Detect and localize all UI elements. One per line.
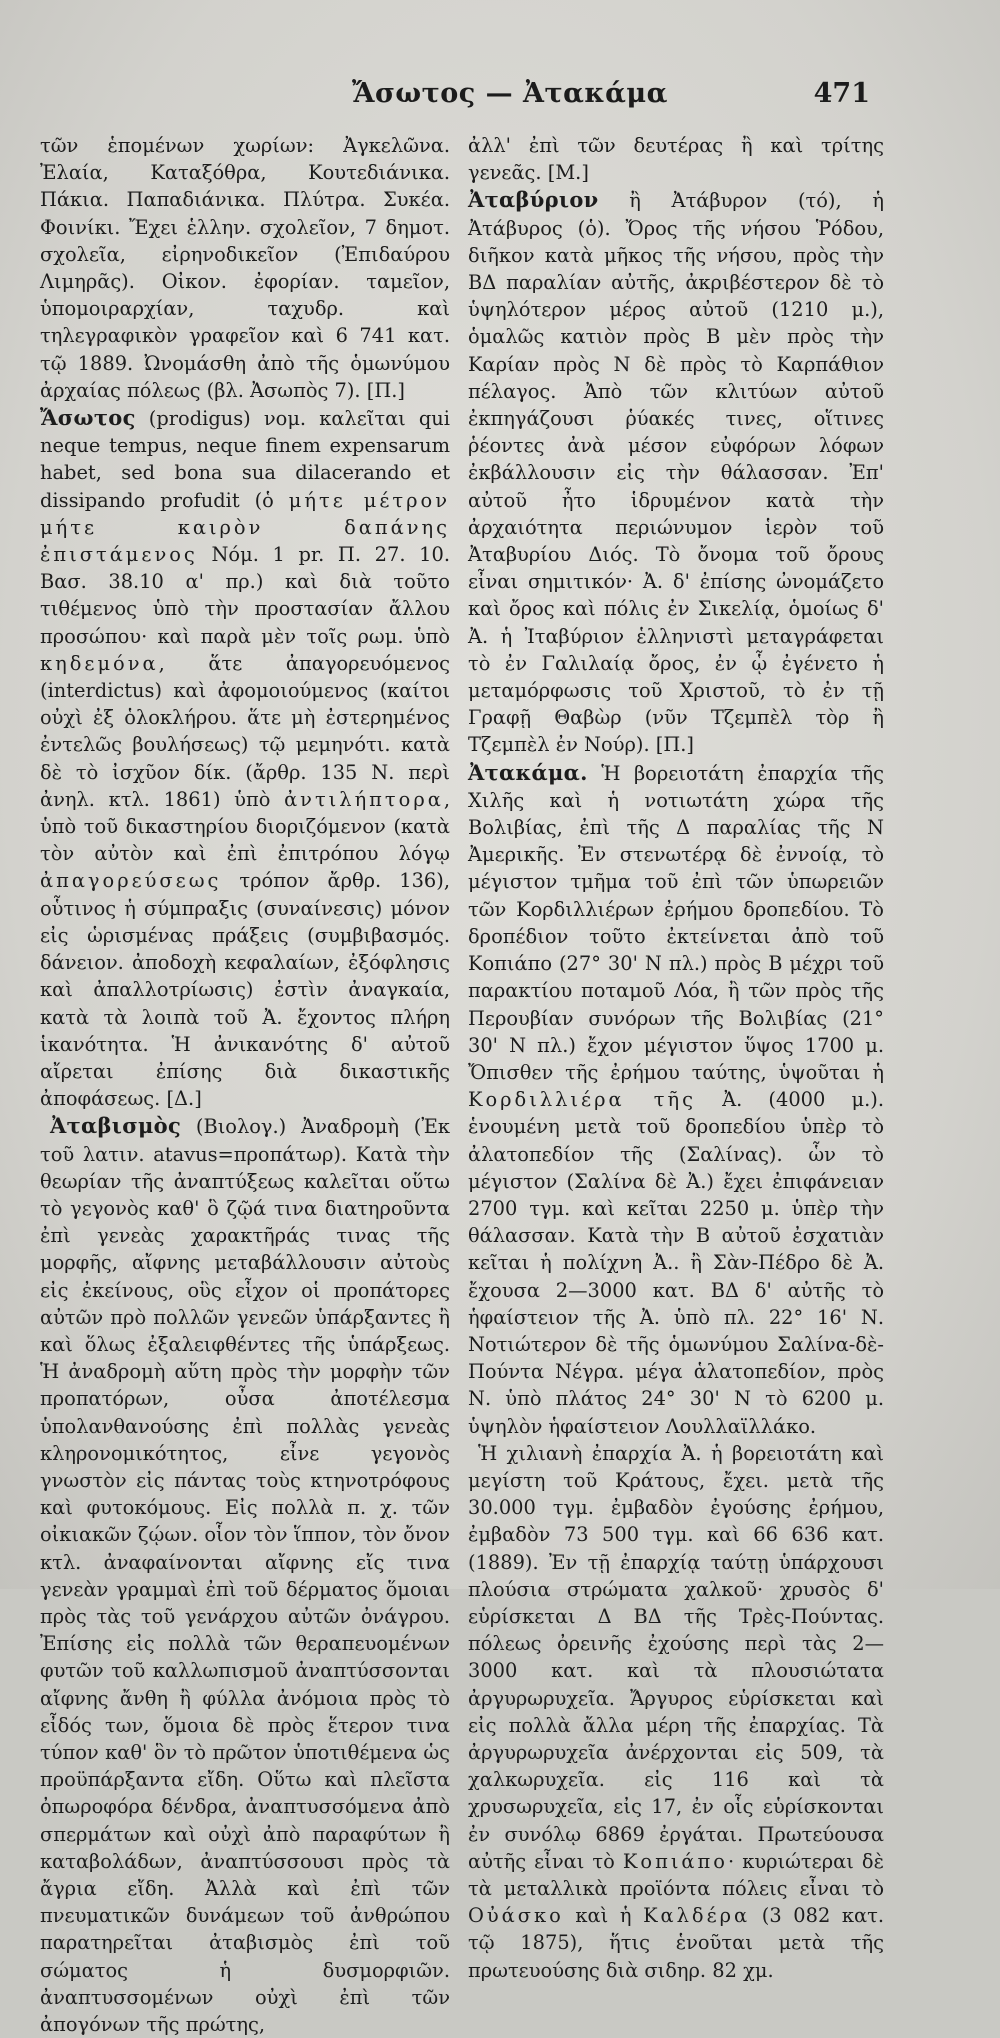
entry-headword: Ἀτακάμα. (468, 759, 588, 785)
entry-headword: Ἀταβισμὸς (50, 1113, 182, 1139)
entry-text: (prodigus) νομ. καλεῖται qui neque tempus, neque finem expensarum habet, sed bona sua dilacerando et dissipando profudit (ὁ (40, 407, 450, 512)
entry-asotos (40, 404, 450, 1112)
entry-text: Ἀ. (4000 μ.). ἑνουμένη μετὰ τοῦ δροπεδίου ὑπὲρ τὸ ἀλατοπεδίον τῆς (Σαλίνας). ὧν τὸ μέγιστον (Σαλίνα δὲ Ἀ.) ἔχει ἐπιφάνειαν 2700 τγμ. καὶ κεῖται 2250 μ. ὑπὲρ τὴν θάλασσαν. Κατὰ τὴν Β αὐτοῦ ἐσχατιὰν κεῖται ἡ πολίχνη Ἀ.. ἢ Σὰν-Πέδρο δὲ Ἀ. ἔχουσα 2—3000 κατ. ΒΔ δ' αὐτῆς τὸ ἡφαίστειον τῆς Ἀ. ὑπὸ πλ. 22° 16' Ν. Νοτιώτερον δὲ τῆς ὁμωνύμου Σαλίνα-δὲ-Πούντα Νέγρα. μέγα ἁλατοπεδίον, πρὸς Ν. ὑπὸ πλάτος 24° 30' Ν τὸ 6200 μ. ὑψηλὸν ἡφαίστειον Λουλλαϊλλάκο. (468, 1088, 884, 1438)
entry-text: (Βιολογ.) Ἀναδρομὴ (Ἐκ τοῦ λατιν. atavus=προπάτωρ). Κατὰ τὴν θεωρίαν τῆς ἀναπτύξεως καλεῖται οὕτω τὸ γεγονὸς καθ' ὃ ζῷά τινα διατηροῦντα ἐπὶ γενεὰς χαρακτῆράς τινας τῆς μορφῆς, αἴφνης μεταβάλλουσιν αὐτοὺς εἰς ἐκείνους, οὓς εἶχον οἱ προπάτορες αὐτῶν πρὸ πολλῶν γενεῶν ὑπάρξαντες ἢ καὶ ὅλως ἐξαλειφθέντες τῆς ὑπάρξεως. Ἡ ἀναδρομὴ αὕτη πρὸς τὴν μορφὴν τῶν προπατόρων, οὖσα ἀποτέλεσμα ὑπολανθανούσης ἐπὶ πολλὰς γενεὰς κληρονομικότητος, εἶνε γεγονὸς γνωστὸν εἰς πάντας τοὺς κτηνοτρόφους καὶ φυτοκόμους. Εἰς πολλὰ π. χ. τῶν οἰκιακῶν ζῴων. οἷον τὸν ἵππον, τὸν ὄνον κτλ. ἀναφαίνονται αἴφνης εἴς τινα γενεὰν γραμμαὶ ἐπὶ τοῦ δέρματος ὅμοιαι πρὸς τὰς τοῦ γενάρχου αὐτῶν ὀνάγρου. Ἐπίσης εἰς πολλὰ τῶν θεραπευομένων φυτῶν τοῦ καλλωπισμοῦ ἀναπτύσσονται αἴφνης ἄνθη ἢ φύλλα ἀνόμοια πρὸς τὸ εἶδός των, ὅμοια δὲ πρὸς ἕτερον τινα τύπον καθ' ὃν τὸ πρῶτον ὑποτιθέμενα ὡς προϋπάρξαντα εἴδη. Οὕτω καὶ πλεῖστα ὀπωροφόρα δένδρα, ἀναπτυσσόμενα ἀπὸ σπερμάτων καὶ οὐχὶ ἀπὸ παραφύτων ἢ καταβολάδων, ἀναπτύσσουσι πρὸς τὰ ἄγρια εἴδη. Ἀλλὰ καὶ ἐπὶ τῶν πνευματικῶν δυνάμεων τοῦ ἀνθρώπου παρατηρεῖται ἀταβισμὸς ἐπὶ τοῦ σώματος ἡ δυσμορφιῶν. ἀναπτυσσομένων οὐχὶ ἐπὶ τῶν ἀπογόνων τῆς πρώτης, (40, 1115, 450, 2037)
entry-text-spaced: ἀντιλήπτορα (284, 787, 444, 811)
entry-text: (3 082 κατ. τῷ 1875), ἥτις ἑνοῦται μετὰ τῆς πρωτευούσης διὰ σιδηρ. 82 χμ. (468, 1904, 884, 1982)
entry-text-spaced: Κοπιάπο (622, 1849, 728, 1873)
entry-text-spaced: ἀπαγορεύσεως (40, 869, 222, 893)
entry-text: Νόμ. 1 pr. Π. 27. 10. Βασ. 38.10 α' πρ.) καὶ διὰ τοῦτο τιθέμενος ὑπὸ τὴν προστασίαν ἄλλου προσώπου· καὶ παρὰ μὲν τοῖς ρωμ. ὑπὸ (40, 543, 450, 648)
entry-text: Ἡ βορειοτάτη ἐπαρχία τῆς Χιλῆς καὶ ἡ νοτιωτάτη χώρα τῆς Βολιβίας, ἐπὶ τῆς Δ παραλίας τῆς Ν Ἀμερικῆς. Ἐν στενωτέρᾳ δὲ ἐννοίᾳ, τὸ μέγιστον τμῆμα τοῦ ἐπὶ τῶν ὑπωρειῶν τῶν Κορδιλλιέρων ἐρήμου δροπεδίου. Τὸ δροπέδιον τοῦτο ἐκτείνεται ἀπὸ τοῦ Κοπιάπο (27° 30' Ν πλ.) πρὸς Β μέχρι τοῦ παρακτίου ποταμοῦ Λόα, ἢ τῶν πρὸς τῆς Περουβίαν συνόρων τῆς Βολιβίας (21° 30' Ν πλ.) ἔχον μέγιστον ὕψος 1700 μ. Ὄπισθεν τῆς ἐρήμου ταύτης, ὑψοῦται ἡ (468, 761, 884, 1084)
entry-headword: Ἄσωτος (40, 405, 136, 431)
entry-atakama (468, 759, 884, 1440)
entry-atakama-province (468, 1440, 884, 1984)
entry-headword: Ἀταβύριον (468, 187, 599, 213)
entry-text: · κυριώτεραι δὲ τὰ μεταλλικὰ προϊόντα πόλεις εἶναι τὸ (468, 1849, 884, 1900)
entry-text-spaced: Οὐάσκο (468, 1904, 564, 1928)
page-title: Ἄσωτος — Ἀτακάμα (352, 78, 668, 109)
entry-text-spaced: Κορδιλλιέρα τῆς (468, 1088, 696, 1112)
entry-text: καὶ ἡ (563, 1904, 644, 1928)
entry-text-spaced: μήτε μέτρον μήτε καιρὸν δαπάνης ἐπιστάμενος (40, 488, 450, 567)
entry-atavismos (40, 1112, 450, 2038)
entry-text: ἢ Ἀτάβυρον (τό), ἡ Ἀτάβυρος (ὁ). Ὄρος τῆς νήσου Ῥόδου, διῆκον κατὰ μῆκος τῆς νήσου, πρὸς τὴν ΒΔ παραλίαν αὐτῆς, ἀκριβέστερον δὲ τὸ ὑψηλότερον μέρος αὐτοῦ (1210 μ.), ὁμαλῶς κατιὸν πρὸς Β μὲν πρὸς τὴν Καρίαν πρὸς Ν δὲ πρὸς τὸ Καρπάθιον πέλαγος. Ἀπὸ τῶν κλιτύων αὐτοῦ ἐκπηγάζουσι ῥύακές τινες, οἵτινες ῥέοντες ἀνὰ μέσον εὐφόρων λόφων ἐκβάλλουσιν εἰς τὴν θάλασσαν. Ἐπ' αὐτοῦ ἦτο ἱδρυμένον κατὰ τὴν ἀρχαιότητα περιώνυμον ἱερὸν τοῦ Ἀταβυρίου Διός. Τὸ ὄνομα τοῦ ὄρους εἶναι σημιτικόν· Ἀ. δ' ἐπίσης ὠνομάζετο καὶ ὄρος καὶ πόλις ἐν Σικελίᾳ, ὁμοίως δ' Ἀ. ἡ Ἰταβύριον ἑλληνιστὶ μεταγράφεται τὸ ἐν Γαλιλαίᾳ ὄρος, ἐν ᾧ ἐγένετο ἡ μεταμόρφωσις τοῦ Χριστοῦ, τὸ ἐν τῇ Γραφῇ Θαβὼρ (νῦν Τζεμπὲλ τὸρ ἢ Τζεμπὲλ ἐν Νούρ). [Π.] (468, 189, 884, 757)
running-head (0, 78, 1000, 118)
entry-text: , ὑπὸ τοῦ δικαστηρίου διοριζόμενον (κατὰ τὸν αὐτὸν καὶ ἐπὶ ἐπιτρόπου λόγῳ (40, 787, 450, 866)
entry-text-spaced: κηδεμόνα (40, 651, 159, 675)
entry-text: Ἡ χιλιανὴ ἐπαρχία Ἀ. ἡ βορειοτάτη καὶ μεγίστη τοῦ Κράτους, ἔχει. μετὰ τῆς 30.000 τγμ. ἐμβαδὸν ἐγούσης ἐρήμου, ἐμβαδὸν 73 500 τγμ. καὶ 66 636 κατ. (1889). Ἐν τῇ ἐπαρχίᾳ ταύτῃ ὑπάρχουσι πλούσια στρώματα χαλκοῦ· χρυσὸς δ' εὑρίσκεται Δ ΒΔ τῆς Τρὲς-Πούντας. πόλεως ὀρεινῆς ἐχούσης περὶ τὰς 2—3000 κατ. καὶ τὰ πλουσιώτατα ἀργυρωρυχεῖα. Ἄργυρος εὑρίσκεται καὶ εἰς πολλὰ ἄλλα μέρη τῆς ἐπαρχίας. Τὰ ἀργυρωρυχεῖα ἀνέρχονται εἰς 509, τὰ χαλκωρυχεῖα. εἰς 116 καὶ τὰ χρυσωρυχεῖα, εἰς 17, ἐν οἷς εὑρίσκονται ἐν συνόλῳ 6869 ἐργάται. Πρωτεύουσα αὐτῆς εἶναι τὸ (468, 1441, 884, 1873)
left-column (40, 132, 450, 2038)
entry-asopos-continuation: τῶν ἑπομένων χωρίων: Ἀγκελῶνα. Ἐλαία, Καταξόθρα, Κουτεδιάνικα. Πάκια. Παπαδιάνικα. Πλύτρα. Συκέα. Φοινίκι. Ἔχει ἑλλην. σχολεῖον, 7 δημοτ. σχολεῖα, εἰρηνοδικεῖον (Ἐπιδαύρου Λιμηρᾶς). Οἰκον. ἐφορίαν. ταμεῖον, ὑπομοιραρχίαν, ταχυδρ. καὶ τηλεγραφικὸν γραφεῖον καὶ 6 741 κατ. τῷ 1889. Ὠνομάσθη ἀπὸ τῆς ὁμωνύμου ἀρχαίας πόλεως (βλ. Ἀσωπὸς 7). [Π.] (40, 134, 450, 402)
entry-atavismos-continuation: ἀλλ' ἐπὶ τῶν δευτέρας ἢ καὶ τρίτης γενεᾶς. [Μ.] (468, 134, 884, 185)
entry-text: τρόπον ἄρθρ. 136), οὗτινος ἡ σύμπραξις (συναίνεσις) μόνον εἰς ὡρισμένας πράξεις (συμβιβασμός. δάνειον. ἀποδοχὴ κεφαλαίων, ἐξόφλησις καὶ ἀπαλλοτρίωσις) ἐστὶν ἀναγκαία, κατὰ τὰ λοιπὰ τοῦ Ἀ. ἔχοντος πλήρη ἱκανότητα. Ἡ ἀνικανότης δ' αὐτοῦ αἴρεται ἐπίσης διὰ δικαστικῆς ἀποφάσεως. [Δ.] (40, 869, 450, 1111)
entry-text: , ἅτε ἀπαγορευόμενος (interdictus) καὶ ἀφομοιούμενος (καίτοι οὐχὶ ἐξ ὁλοκλήρου. ἅτε μὴ ἐστερημένος ἐντελῶς βουλήσεως) τῷ μεμηνότι. κατὰ δὲ τὸ ἰσχῦον δίκ. (ἄρθρ. 135 Ν. περὶ ἀνηλ. κτλ. 1861) ὑπὸ (40, 651, 450, 811)
page-number: 471 (813, 78, 870, 109)
entry-text-spaced: Καλδέρα (643, 1904, 751, 1928)
entry-atavyrion (468, 186, 884, 758)
right-column (468, 132, 884, 1984)
